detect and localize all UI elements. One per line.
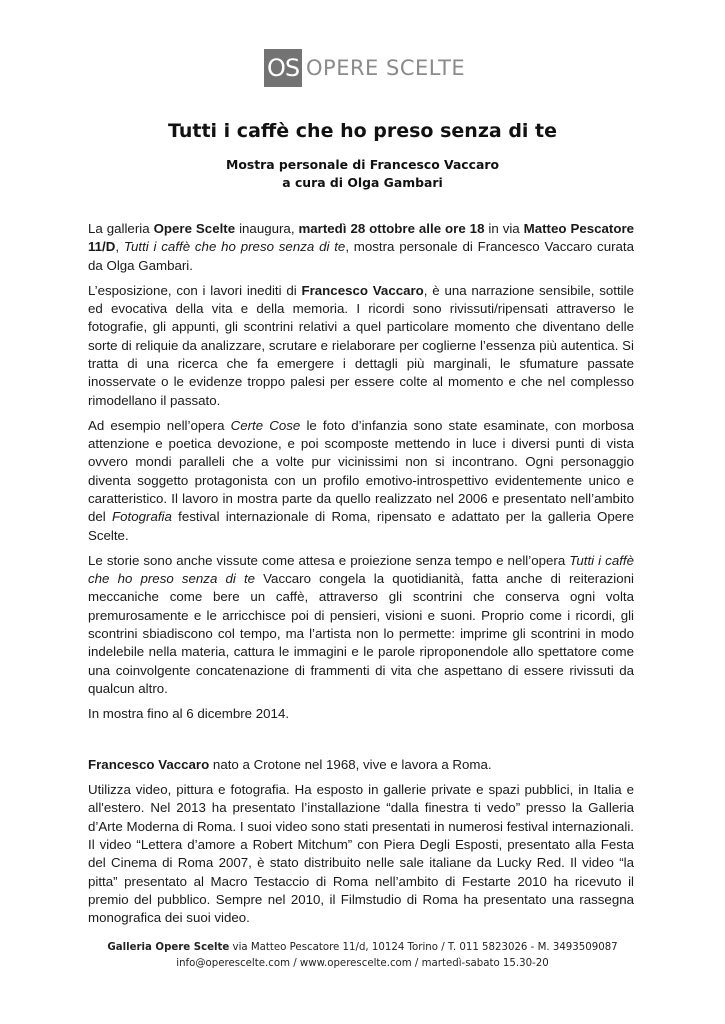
text-span: Le storie sono anche vissute come attesa e proiezione senza tempo e nell’opera [88,552,570,568]
paragraph-dates: In mostra fino al 6 dicembre 2014. [88,705,290,721]
text-span: inaugura, [235,221,299,236]
paragraph-certe-cose [88,417,634,545]
festival-name: Fotografia [112,509,172,525]
text-span: in via [484,221,524,236]
text-span: Ad esempio nell’opera [88,417,231,433]
text-span: festival internazionale di Roma, ripensato e adattato per la galleria Opere Scelte. [88,509,634,543]
document-footer [0,940,725,972]
gallery-name: Opere Scelte [153,221,236,236]
document-title: Tutti i caffè che ho preso senza di te [167,120,558,142]
text-span: , mostra personale di Francesco Vaccaro curata da Olga Gambari. [88,239,635,273]
paragraph-intro [88,220,634,275]
footer-gallery-name: Galleria Opere Scelte [107,942,230,953]
document-body [88,220,634,934]
opening-date: martedì 28 ottobre alle ore 18 [298,221,485,236]
gallery-logo [264,48,465,88]
text-span: , [115,239,124,255]
logo-mark: OS [264,49,302,87]
paragraph-tutti-i-caffe [88,552,634,699]
artist-name: Francesco Vaccaro [88,756,210,772]
document-subtitle-curator: a cura di Olga Gambari [282,175,443,190]
text-span: La galleria [88,221,154,236]
footer-address: via Matteo Pescatore 11/d, 10124 Torino / T. 011 5823026 - M. 3493509087 [229,942,618,953]
exhibition-title: Tutti i caffè che ho preso senza di te [123,239,346,255]
footer-line-address [0,940,725,956]
text-span: L’esposizione, con i lavori inediti di [88,282,302,298]
text-span: nato a Crotone nel 1968, vive e lavora a Roma. [209,756,492,772]
document-subtitle-artist: Mostra personale di Francesco Vaccaro [226,157,499,172]
text-span: le foto d’infanzia sono state esaminate, con morbosa attenzione e poetica devozione, e poi scomposte mettendo in luce i diversi punti di vista ovvero mondi paralleli che a volte pur vicinissimi non si incontrano. Ogni personaggio diventa soggetto protagonista con un profilo emotivo-introspettivo evidentemente unico e caratteristico. Il lavoro in mostra parte da quello realizzato nel 2006 e presentato nell’ambito del [88,417,634,525]
logo-text: OPERE SCELTE [306,56,466,80]
paragraph-exhibition [88,282,634,410]
work-title: Tutti i caffè che ho preso senza di te [88,552,635,586]
spacer [88,730,634,756]
text-span: Vaccaro congela la quotidianità, fatta anche di reiterazioni meccaniche come bere un caffè, attraverso gli scontrini che conserva ogni volta premurosamente e le arricchisce poi di pensieri, visioni e suoni. Proprio come i ricordi, gli scontrini sbiadiscono col tempo, ma l’artista non lo permette: imprime gli scontrini in modo indelebile nella materia, cattura le immagini e le parole riproponendole allo spettatore come una coinvolgente concatenazione di frammenti di vita che aspettano di essere rivissuti da qualcun altro. [88,570,634,697]
footer-line-contacts: info@operescelte.com / www.operescelte.com / martedì-sabato 15.30-20 [176,958,549,969]
artist-name: Francesco Vaccaro [301,282,424,298]
paragraph-bio: Utilizza video, pittura e fotografia. Ha esposto in gallerie private e spazi pubblici, in Italia e all'estero. Nel 2013 ha presentato l’installazione “dalla finestra ti vedo” presso la Galleria d’Arte Moderna di Roma. I suoi video sono stati presentati in numerosi festival internazionali. Il video “Lettera d’amore a Robert Mitchum” con Piera Degli Esposti, presentato alla Festa del Cinema di Roma 2007, è stato distribuito nelle sale italiane da Lucky Red. Il video “la pitta” presentato al Macro Testaccio di Roma nell’ambito di Festarte 2010 ha ricevuto il premio del pubblico. Sempre nel 2010, il Filmstudio di Roma ha presentato una rassegna monografica dei suoi video. [88,781,634,926]
work-title: Certe Cose [230,417,301,433]
text-span: , è una narrazione sensibile, sottile ed evocativa della vita e della memoria. I ricordi sono rivissuti/ripensati attraverso le fotografie, gli appunti, gli scontrini relativi a quel particolare momento che diventano delle sorte di reliquie da analizzare, scrutare e rielaborare per coglierne l’essenza più autentica. Si tratta di una ricerca che fa emergere i dettagli più marginali, le sfumature passate inosservate o le evidenze troppo palesi per essere colte al momento e che nel complesso rimodellano il passato. [88,282,634,408]
paragraph-bio-header [88,756,634,774]
gallery-address: Matteo Pescatore 11/D [88,221,635,255]
